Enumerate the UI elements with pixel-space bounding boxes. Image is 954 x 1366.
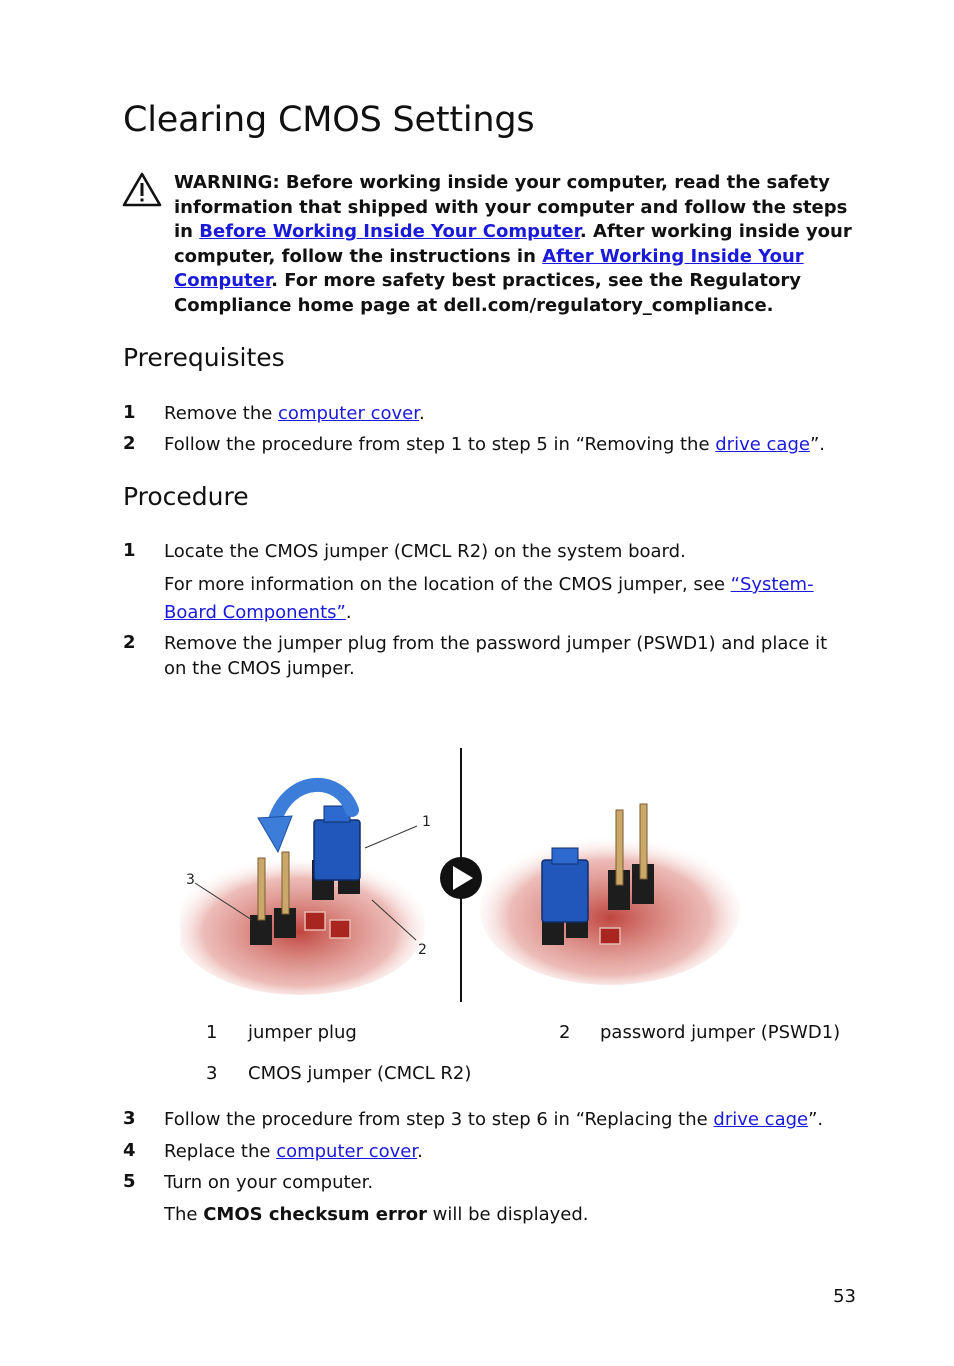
legend-3-number: 3 <box>206 1063 218 1084</box>
computer-cover-link[interactable]: computer cover <box>278 403 419 424</box>
prereq-step-1-end: . <box>418 403 425 424</box>
procedure-step-1: Locate the CMOS jumper (CMCL R2) on the system board. <box>164 541 686 562</box>
prereq-step-2-number: 2 <box>123 433 136 454</box>
step-1-note-text: For more information on the location of the CMOS jumper, see <box>164 574 731 595</box>
warning-text <box>174 171 854 319</box>
legend-1-label: jumper plug <box>248 1022 357 1043</box>
callout-3: 3 <box>186 872 195 888</box>
procedure-step-2: Remove the jumper plug from the password jumper (PSWD1) and place it on the CMOS jumper. <box>164 633 828 679</box>
cmos-jumper-figure <box>180 740 740 1010</box>
prerequisites-heading: Prerequisites <box>123 343 285 372</box>
procedure-step-5: Turn on your computer. <box>164 1172 374 1193</box>
procedure-step-4-number: 4 <box>123 1140 136 1161</box>
prereq-step-1-text: Remove the <box>164 403 279 424</box>
next-step-arrow-icon <box>440 857 482 899</box>
cmos-checksum-error-text: CMOS checksum error <box>203 1204 427 1225</box>
callout-2: 2 <box>418 942 427 958</box>
step-4-end: . <box>417 1141 423 1162</box>
warning-part-3: . For more safety best practices, see the Regulatory Compliance home page at dell.com/regulatory_compliance. <box>174 270 801 316</box>
page-number: 53 <box>833 1286 856 1307</box>
procedure-step-1-number: 1 <box>123 540 136 561</box>
step-1-note-end: . <box>345 602 352 623</box>
legend-2-label: password jumper (PSWD1) <box>600 1022 841 1043</box>
procedure-step-5-number: 5 <box>123 1171 136 1192</box>
after-working-link[interactable]: After Working Inside Your Computer <box>174 245 804 292</box>
warning-icon <box>122 172 162 208</box>
computer-cover-link-2[interactable]: computer cover <box>276 1141 418 1162</box>
step-3-end: ”. <box>808 1109 824 1130</box>
procedure-step-4 <box>164 1139 864 1164</box>
step-5-note-text: The <box>164 1204 204 1225</box>
procedure-heading: Procedure <box>123 482 249 511</box>
drive-cage-link-2[interactable]: drive cage <box>713 1109 809 1130</box>
procedure-step-3 <box>164 1107 864 1132</box>
prereq-step-1 <box>164 401 864 426</box>
procedure-step-5-note <box>164 1202 864 1227</box>
right-board-illustration <box>480 804 740 985</box>
warning-part-1: WARNING: Before working inside your computer, read the safety information that shipped with your computer and follow the steps in <box>174 172 848 243</box>
prereq-step-2-end: ”. <box>809 434 825 455</box>
left-board-illustration <box>180 785 425 995</box>
callout-line-1 <box>365 826 417 848</box>
procedure-step-3-number: 3 <box>123 1108 136 1129</box>
callout-1: 1 <box>422 814 431 830</box>
drive-cage-link[interactable]: drive cage <box>715 434 810 455</box>
step-5-note-end: will be displayed. <box>426 1204 589 1225</box>
step-3-text: Follow the procedure from step 3 to step 6 in “Replacing the <box>164 1109 714 1130</box>
legend-1-number: 1 <box>206 1022 218 1043</box>
legend-2-number: 2 <box>559 1022 571 1043</box>
legend-3-label: CMOS jumper (CMCL R2) <box>248 1063 472 1084</box>
prereq-step-2-text: Follow the procedure from step 1 to step 5 in “Removing the <box>164 434 716 455</box>
procedure-step-1-note <box>164 571 854 627</box>
before-working-link[interactable]: Before Working Inside Your Computer <box>199 221 580 243</box>
page-title: Clearing CMOS Settings <box>123 100 535 140</box>
prereq-step-2 <box>164 432 864 457</box>
step-4-text: Replace the <box>164 1141 277 1162</box>
system-board-components-link[interactable]: “System-Board Components” <box>164 574 814 623</box>
warning-part-2: . After working inside your computer, follow the instructions in <box>174 221 852 267</box>
prereq-step-1-number: 1 <box>123 402 136 423</box>
procedure-step-2-number: 2 <box>123 632 136 653</box>
